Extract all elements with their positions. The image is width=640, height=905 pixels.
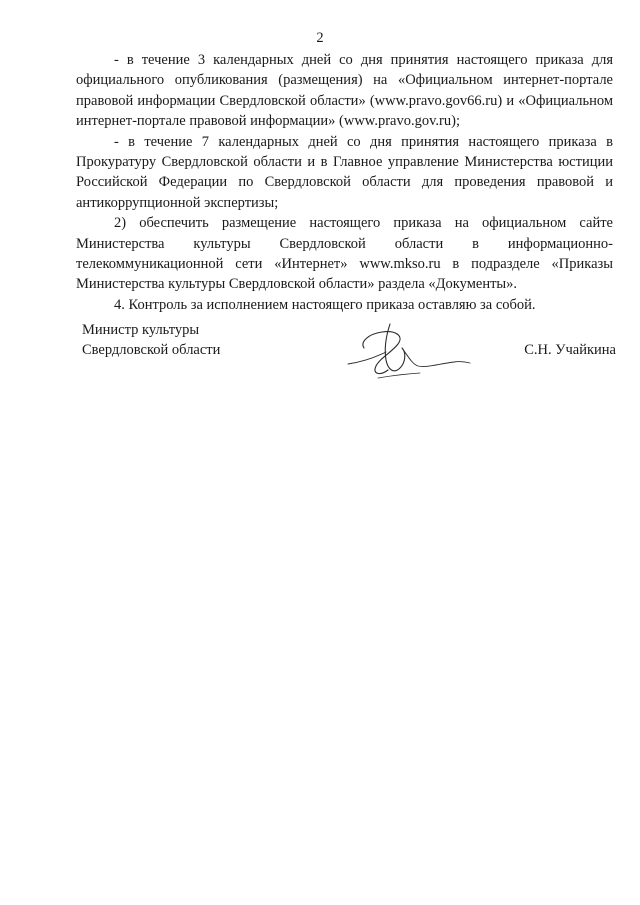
signature-block — [76, 320, 616, 390]
handwritten-signature — [342, 318, 472, 388]
signer-position-line-2: Свердловской области — [82, 342, 221, 359]
signer-name: С.Н. Учайкина — [524, 342, 616, 358]
paragraph-control-clause: 4. Контроль за исполнением настоящего приказа оставляю за собой. — [114, 296, 536, 313]
paragraph-prosecutor-deadline: - в течение 7 календарных дней со дня принятия настоящего приказа в Прокуратуру Свердловской области и в Главное управление Министерства юстиции Российской Федерации по Свердловской области для проведения правовой и антикоррупционной экспертизы; — [76, 133, 613, 211]
signer-position-line-1: Министр культуры — [82, 322, 200, 338]
paragraph-website-posting: 2) обеспечить размещение настоящего приказа на официальном сайте Министерства культуры Свердловской области в информационно-телекоммуникационной сети «Интернет» www.mkso.ru в подразделе «Приказы Министерства культуры Свердловской области» раздела «Документы». — [76, 215, 613, 293]
signer-position — [82, 320, 220, 361]
page-number: 2 — [316, 30, 324, 46]
paragraph-publication-deadline: - в течение 3 календарных дней со дня принятия настоящего приказа для официального опубликования (размещения) на «Официальном интернет-портале правовой информации Свердловской области» (www.pravo.gov66.ru) и «Официальном интернет-портале правовой информации» (www.pravo.gov.ru); — [76, 52, 613, 130]
document-body — [76, 50, 613, 315]
